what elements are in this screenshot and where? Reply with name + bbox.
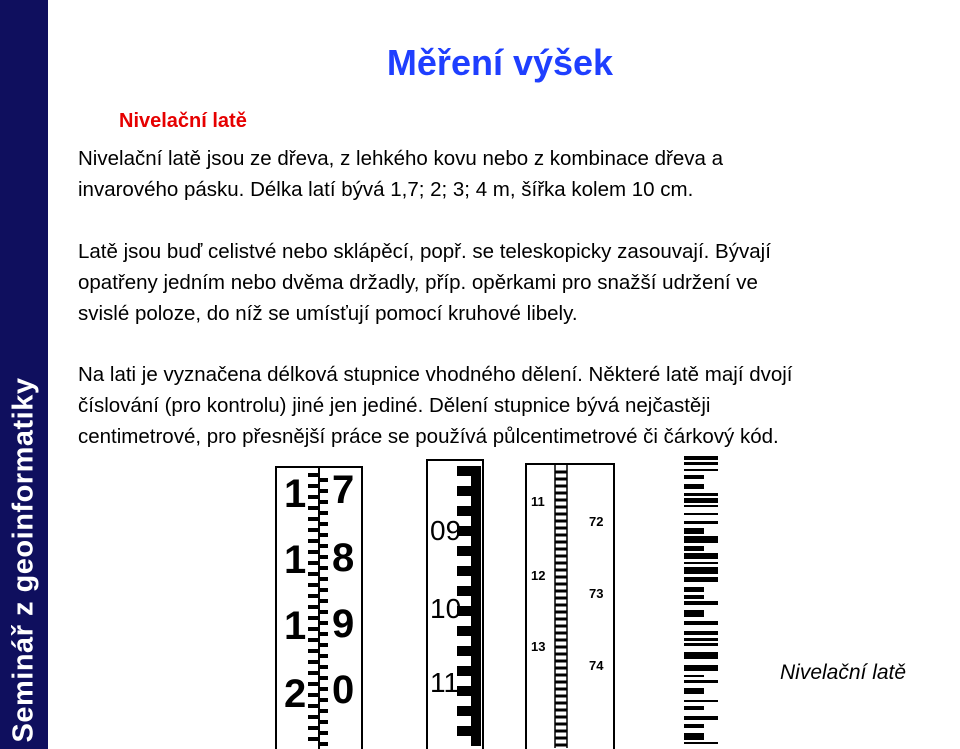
barcode-bar <box>684 706 704 710</box>
barcode-bar <box>684 675 704 677</box>
staff-block <box>471 616 481 626</box>
staff-block <box>471 636 481 646</box>
paragraph-construction: Latě jsou buď celistvé nebo sklápěcí, popř. se teleskopicky zasouvají. Bývají opatřeny jedním nebo dvěma držadly, příp. opěrkami pro snažší udržení ve svislé poloze, do níž se umísťují pomocí kruhové libely. <box>78 240 771 325</box>
barcode-bar <box>684 536 718 543</box>
staff-block <box>457 466 481 476</box>
staff-block <box>471 736 481 746</box>
staff-block <box>457 666 481 676</box>
barcode-bar <box>684 680 718 683</box>
staff2-number: 10 <box>430 593 462 624</box>
staff-block <box>471 656 481 666</box>
barcode-bar <box>684 562 718 564</box>
barcode-bar <box>684 528 704 534</box>
staff-block <box>457 686 481 696</box>
sidebar-title: Seminář z geoinformatiky <box>7 377 40 743</box>
staff3-right-number: 74 <box>589 658 604 673</box>
barcode-bar <box>684 631 718 635</box>
staff1-left-number: 1 <box>284 604 307 648</box>
barcode-bar <box>684 610 704 617</box>
staff-block <box>457 566 481 576</box>
barcode-bar <box>684 546 704 551</box>
staff-block <box>457 726 481 736</box>
barcode-bar <box>684 700 718 702</box>
staff-block <box>457 546 481 556</box>
barcode-bar <box>684 733 704 740</box>
barcode-bar <box>684 475 704 479</box>
staff3-right-number: 72 <box>589 514 604 529</box>
paragraph-material: Nivelační latě jsou ze dřeva, z lehkého kovu nebo z kombinace dřeva a invarového pásku. Délka latí bývá 1,7; 2; 3; 4 m, šířka kolem 10 cm. <box>78 147 723 201</box>
staff2-number: 09 <box>430 515 462 546</box>
section-subtitle: Nivelační latě <box>119 110 247 132</box>
barcode-bar <box>684 577 718 582</box>
staff1-right-number: 8 <box>332 536 355 580</box>
barcode-bar <box>684 638 718 641</box>
staff3-left-number: 11 <box>531 494 545 509</box>
sidebar <box>0 0 48 749</box>
barcode-bar <box>684 553 718 559</box>
leveling-staff-barcode <box>684 456 724 749</box>
staff-block <box>471 516 481 526</box>
barcode-bar <box>684 601 718 605</box>
barcode-bar <box>684 595 704 599</box>
staff-block <box>457 626 481 636</box>
barcode-bar <box>684 505 718 507</box>
barcode-bar <box>684 742 718 744</box>
barcode-bar <box>684 688 704 694</box>
barcode-bar <box>684 521 718 524</box>
staff-block <box>457 706 481 716</box>
paragraph-scale: Na lati je vyznačena délková stupnice vhodného dělení. Některé latě mají dvojí číslování (pro kontrolu) jiné jen jediné. Dělení stupnice bývá nejčastěji centimetrové, pro přesnější práce se používá půlcentimetrové či čárkový kód. <box>78 363 793 448</box>
staff2-number: 11 <box>430 667 460 698</box>
staff1-right-number: 9 <box>332 602 355 646</box>
staff3-right-number: 73 <box>589 586 604 601</box>
barcode-bar <box>684 567 718 574</box>
staff3-left-number: 12 <box>531 568 546 583</box>
leveling-staff-e-pattern <box>425 458 487 749</box>
staff-block <box>471 696 481 706</box>
staff-block <box>471 596 481 606</box>
barcode-bar <box>684 621 718 625</box>
staff-block <box>471 496 481 506</box>
barcode-bar <box>684 716 718 720</box>
page-title: Měření výšek <box>386 42 614 83</box>
barcode-bar <box>684 665 718 671</box>
barcode-bar <box>684 469 718 471</box>
staff1-left-number: 2 <box>284 672 307 716</box>
staff1-right-number: 7 <box>332 468 355 512</box>
figure-caption: Nivelační latě <box>780 661 907 684</box>
barcode-bar <box>684 456 718 460</box>
staff-block <box>471 536 481 546</box>
leveling-staff-centimetre <box>523 458 621 749</box>
staff-block <box>471 476 481 486</box>
staff-block <box>471 716 481 726</box>
barcode-bar <box>684 484 704 489</box>
staff-block <box>471 676 481 686</box>
staff-block <box>471 556 481 566</box>
staff-block <box>471 576 481 586</box>
barcode-bar <box>684 498 718 503</box>
staff1-right-number: 0 <box>332 668 355 712</box>
barcode-bar <box>684 652 718 659</box>
barcode-bar <box>684 643 718 646</box>
barcode-bar <box>684 462 718 465</box>
staff1-left-number: 1 <box>284 472 307 516</box>
barcode-bar <box>684 513 718 515</box>
staff3-left-number: 13 <box>531 639 546 654</box>
barcode-bar <box>684 724 704 728</box>
barcode-bar <box>684 587 704 592</box>
leveling-staff-double-numbering <box>272 463 368 749</box>
staff1-left-number: 1 <box>284 538 307 582</box>
staff-block <box>457 486 481 496</box>
barcode-bar <box>684 493 718 496</box>
staff-block <box>457 646 481 656</box>
